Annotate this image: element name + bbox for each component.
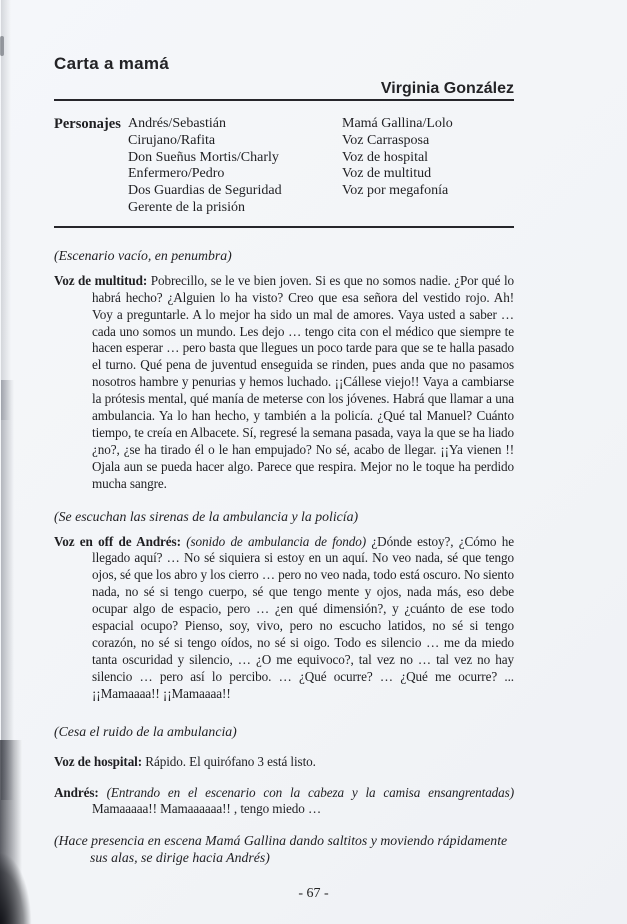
stage-direction: (Se escuchan las sirenas de la ambulancia y la policía) — [54, 508, 359, 524]
stage-direction: (Escenario vacío, en penumbra) — [54, 247, 232, 263]
stage-direction: (Hace presencia en escena Mamá Gallina dando saltitos y moviendo rápidamente sus alas, se dirige hacia Andrés) — [54, 833, 508, 866]
cast-item: Dos Guardias de Seguridad — [128, 183, 282, 199]
page-number: - 67 - — [298, 886, 329, 901]
speech-andres — [54, 785, 514, 819]
speech-voz-de-hospital — [54, 754, 514, 771]
cast-item: Voz Carrasposa — [342, 132, 430, 148]
cast-label: Personajes — [54, 116, 121, 132]
cast-item: Gerente de la prisión — [128, 199, 246, 215]
speech-voz-en-off-andres — [54, 534, 514, 703]
cast-item: Mamá Gallina/Lolo — [342, 116, 453, 131]
cast-column-actors — [128, 116, 342, 217]
cast-item: Cirujano/Rafita — [128, 132, 216, 148]
author-name: Virginia González — [380, 80, 514, 97]
author-row — [54, 80, 514, 101]
cast-list — [54, 116, 514, 217]
speech-text: Rápido. El quirófano 3 está listo. — [145, 753, 316, 769]
cast-item: Voz por megafonía — [342, 183, 449, 199]
section-divider-rule — [54, 226, 514, 228]
speaker-name: Voz en off de Andrés: — [54, 533, 181, 549]
speaker-name: Voz de multitud: — [54, 272, 148, 288]
speaker-name: Andrés: — [54, 784, 99, 800]
binding-shadow-middle — [1, 380, 14, 800]
speech-text: ¿Dónde estoy?, ¿Cómo he llegado aquí? … No sé siquiera si estoy en un aquí. No veo nada, sé que tengo ojos, sé que los abro y los cierro … pero no veo nada, todo está oscuro. No siento nada, no sé si tengo cuerpo, sé que tengo mente y ojos, nada más, eso debe ocupar algo de espacio, pero … ¿en qué dimensión?, y ¿cuánto de ese todo espacial ocupo? Pienso, soy, vivo, pero no escucho latidos, no sé si tengo corazón, no sé si tengo oídos, no sé si oigo. Todo es silencio … me da miedo tanta oscuridad y silencio, … ¿O me equivoco?, tal vez no … tal vez no hay silencio … pero así lo percibo. … ¿Qué ocurre? … ¿Qué me ocurre? ... ¡¡Mamaaaa!! ¡¡Mamaaaa!! — [92, 533, 514, 701]
binding-shadow-top — [1, 0, 11, 420]
cast-item: Voz de hospital — [342, 149, 429, 165]
page-content — [54, 54, 514, 866]
speech-text: Pobrecillo, se le ve bien joven. Si es que no somos nadie. ¿Por qué lo habrá hecho? ¿Alguien lo ha visto? Creo que esa señora del vestido rojo. Ah! Voy a preguntarle. A lo mejor ha sido un mal de amores. Vaya usted a saber … cada uno somos un mundo. Les dejo … tengo cita con el médico que siempre te hacen esperar … pero basta que llegues un poco tarde para que se te halla pasado el turno. Qué pena de juventud enseguida se rinden, pues anda que no pasamos nosotros hambre y penurias y hemos luchado. ¡¡Cállese viejo!! Vaya a cambiarse la prótesis mental, qué manía de meterse con los jóvenes. Habrá que llamar a una ambulancia. Ya lo han hecho, y también a la policía. ¿Qué tal Manuel? Cuánto tiempo, te creía en Albacete. Sí, regresé la semana pasada, vaya la que se ha liado ¿no?, ¿se ha tirado él o le han empujado? No sé, acabo de llegar. ¡¡Ya vienen !! Ojala aun se pueda hacer algo. Parece que respira. Mejor no le toque ha perdido mucha sangre. — [92, 272, 514, 491]
scan-edge-mark — [0, 36, 4, 56]
cast-column-voices — [342, 116, 514, 217]
cast-item: Voz de multitud — [342, 166, 432, 182]
speech-text: Mamaaaaa!! Mamaaaaaa!! , tengo miedo … — [92, 801, 322, 817]
stage-direction: (Cesa el ruido de la ambulancia) — [54, 723, 237, 739]
inline-stage-direction: (sonido de ambulancia de fondo) — [186, 533, 367, 549]
binding-shadow-corner-blob — [0, 814, 42, 924]
speech-voz-de-multitud — [54, 273, 514, 493]
inline-stage-direction: (Entrando en el escenario con la cabeza y la camisa ensangrentadas) — [106, 784, 514, 800]
cast-item: Enfermero/Pedro — [128, 166, 225, 182]
cast-item: Andrés/Sebastián — [128, 116, 226, 131]
cast-item: Don Sueñus Mortis/Charly — [128, 149, 279, 165]
play-title: Carta a mamá — [54, 54, 170, 73]
speaker-name: Voz de hospital: — [54, 753, 143, 769]
